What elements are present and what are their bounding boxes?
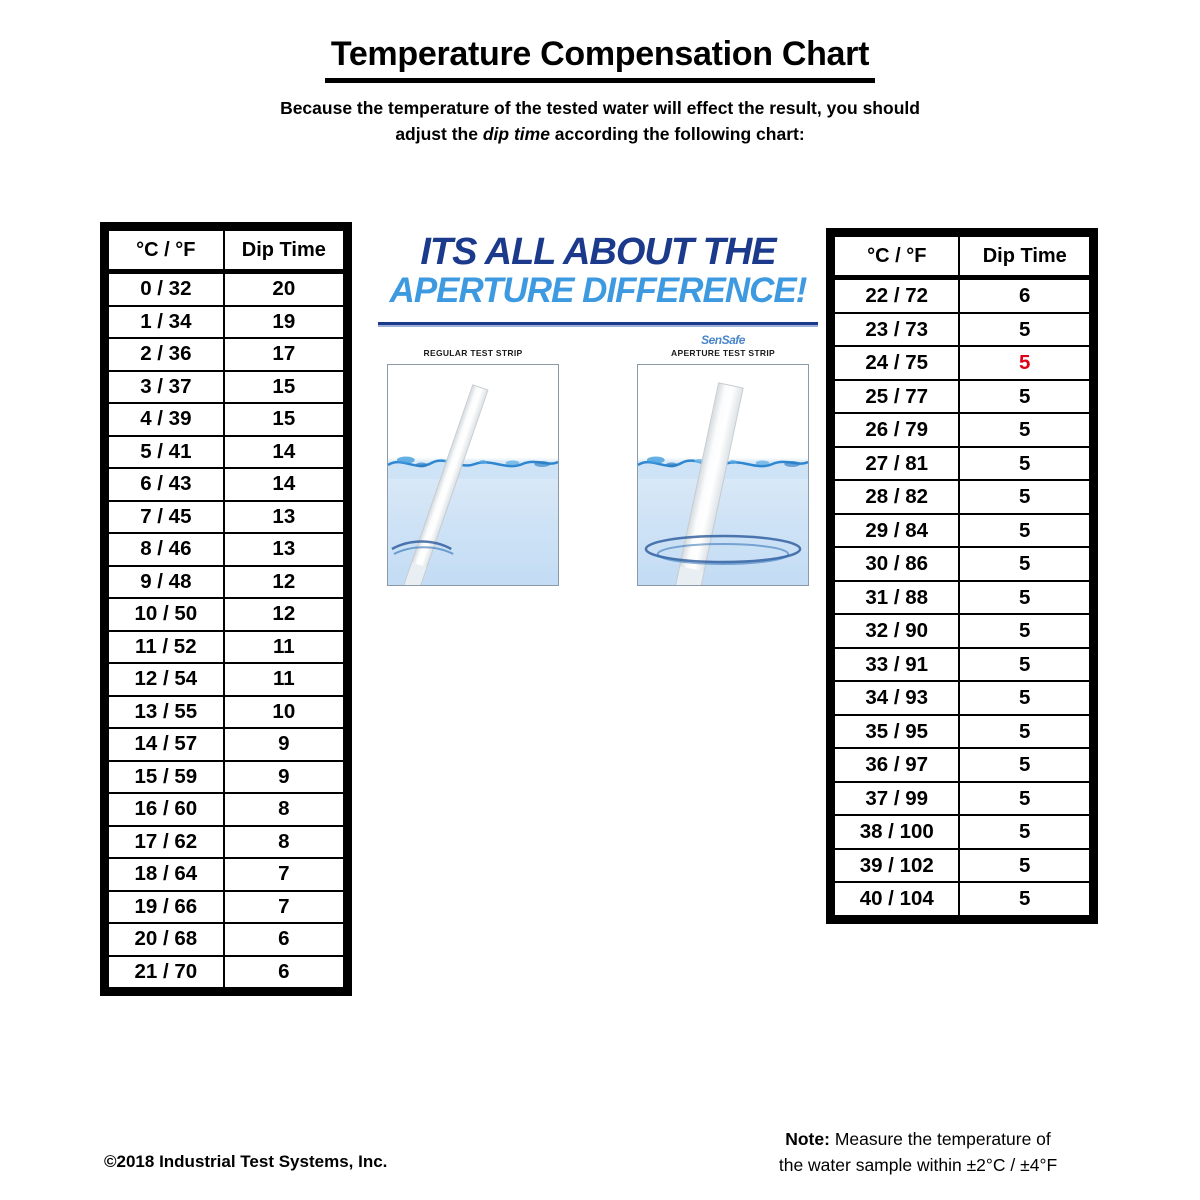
table-row <box>108 468 344 501</box>
cell-dip-time: 12 <box>224 566 344 599</box>
cell-dip-time: 5 <box>959 380 1090 414</box>
panel-logo-sensafe: SenSafe <box>701 333 745 347</box>
table-row <box>834 782 1090 816</box>
cell-dip-time: 9 <box>224 761 344 794</box>
note-line2: the water sample within ±2°C / ±4°F <box>778 1155 1058 1175</box>
temperature-table-left <box>100 222 352 996</box>
cell-dip-time: 6 <box>959 278 1090 313</box>
cell-temperature: 36 / 97 <box>834 748 959 782</box>
table-row <box>834 614 1090 648</box>
cell-temperature: 30 / 86 <box>834 547 959 581</box>
cell-temperature: 11 / 52 <box>108 631 224 664</box>
cell-dip-time: 8 <box>224 826 344 859</box>
cell-dip-time: 5 <box>959 681 1090 715</box>
cell-temperature: 27 / 81 <box>834 447 959 481</box>
cell-temperature: 23 / 73 <box>834 313 959 347</box>
cell-temperature: 8 / 46 <box>108 533 224 566</box>
cell-temperature: 17 / 62 <box>108 826 224 859</box>
cell-temperature: 16 / 60 <box>108 793 224 826</box>
cell-dip-time: 14 <box>224 436 344 469</box>
cell-temperature: 12 / 54 <box>108 663 224 696</box>
cell-temperature: 28 / 82 <box>834 480 959 514</box>
promo-panels <box>378 333 818 586</box>
cell-dip-time: 13 <box>224 533 344 566</box>
cell-temperature: 24 / 75 <box>834 346 959 380</box>
table-row <box>108 566 344 599</box>
cell-dip-time: 5 <box>959 581 1090 615</box>
table-row <box>834 815 1090 849</box>
cell-temperature: 19 / 66 <box>108 891 224 924</box>
cell-temperature: 6 / 43 <box>108 468 224 501</box>
panel-regular-test-strip <box>378 333 568 586</box>
table-row <box>108 891 344 924</box>
table-row <box>108 826 344 859</box>
cell-temperature: 26 / 79 <box>834 413 959 447</box>
table-row <box>834 748 1090 782</box>
cell-temperature: 0 / 32 <box>108 272 224 306</box>
cell-dip-time: 5 <box>959 413 1090 447</box>
cell-temperature: 25 / 77 <box>834 380 959 414</box>
table-row <box>108 728 344 761</box>
cell-temperature: 38 / 100 <box>834 815 959 849</box>
cell-dip-time: 8 <box>224 793 344 826</box>
cell-temperature: 4 / 39 <box>108 403 224 436</box>
table-row <box>108 436 344 469</box>
cell-temperature: 21 / 70 <box>108 956 224 989</box>
table-row <box>108 272 344 306</box>
table-row <box>108 533 344 566</box>
cell-dip-time: 6 <box>224 923 344 956</box>
cell-dip-time: 17 <box>224 338 344 371</box>
table-row <box>834 514 1090 548</box>
cell-dip-time: 5 <box>959 547 1090 581</box>
table-row <box>834 581 1090 615</box>
note-line1: Measure the temperature of <box>829 1129 1051 1149</box>
table-row <box>108 338 344 371</box>
table-right-head <box>834 236 1090 278</box>
cell-dip-time: 20 <box>224 272 344 306</box>
water-surface-icon <box>388 453 558 479</box>
panel-image-regular <box>387 364 559 586</box>
cell-dip-time: 5 <box>959 782 1090 816</box>
table-row <box>108 501 344 534</box>
note-block <box>732 1126 1104 1178</box>
water-ripple-icon <box>638 523 808 569</box>
cell-temperature: 2 / 36 <box>108 338 224 371</box>
cell-temperature: 3 / 37 <box>108 371 224 404</box>
cell-dip-time: 11 <box>224 631 344 664</box>
table-row <box>108 631 344 664</box>
cell-dip-time: 5 <box>959 715 1090 749</box>
table-row <box>108 956 344 989</box>
promo-divider <box>378 322 818 327</box>
cell-dip-time: 7 <box>224 891 344 924</box>
cell-temperature: 13 / 55 <box>108 696 224 729</box>
cell-dip-time: 5 <box>959 849 1090 883</box>
cell-temperature: 34 / 93 <box>834 681 959 715</box>
water-ripple-icon <box>388 523 558 563</box>
table-row <box>834 882 1090 916</box>
column-header-temperature: °C / °F <box>834 236 959 278</box>
cell-temperature: 29 / 84 <box>834 514 959 548</box>
cell-dip-time: 6 <box>224 956 344 989</box>
subtitle <box>270 95 930 147</box>
cell-temperature: 10 / 50 <box>108 598 224 631</box>
promo-headline-line1: ITS ALL ABOUT THE <box>420 231 776 273</box>
table-row <box>108 371 344 404</box>
table-row <box>834 547 1090 581</box>
cell-temperature: 40 / 104 <box>834 882 959 916</box>
strip-reagent-pad <box>675 566 704 586</box>
table-row <box>108 403 344 436</box>
cell-dip-time: 5 <box>959 514 1090 548</box>
cell-dip-time: 12 <box>224 598 344 631</box>
cell-dip-time: 5 <box>959 480 1090 514</box>
cell-dip-time: 5 <box>959 447 1090 481</box>
strip-reagent-pad <box>404 562 427 586</box>
table-row <box>108 598 344 631</box>
panel-aperture-test-strip <box>628 333 818 586</box>
note-label: Note: <box>785 1129 830 1149</box>
cell-dip-time: 5 <box>959 614 1090 648</box>
table-right-grid <box>833 235 1091 917</box>
cell-dip-time: 5 <box>959 748 1090 782</box>
table-right-body <box>834 278 1090 916</box>
table-row <box>834 648 1090 682</box>
cell-temperature: 39 / 102 <box>834 849 959 883</box>
table-row <box>108 663 344 696</box>
cell-dip-time-highlighted: 5 <box>959 346 1090 380</box>
cell-dip-time: 5 <box>959 313 1090 347</box>
cell-dip-time: 7 <box>224 858 344 891</box>
cell-dip-time: 10 <box>224 696 344 729</box>
temperature-table-right <box>826 228 1098 924</box>
cell-temperature: 20 / 68 <box>108 923 224 956</box>
table-row <box>834 849 1090 883</box>
subtitle-emphasis-dip-time: dip time <box>482 124 550 144</box>
table-row <box>108 923 344 956</box>
cell-dip-time: 5 <box>959 648 1090 682</box>
cell-dip-time: 11 <box>224 663 344 696</box>
cell-temperature: 35 / 95 <box>834 715 959 749</box>
table-header-row <box>108 230 344 272</box>
cell-temperature: 32 / 90 <box>834 614 959 648</box>
table-row <box>834 480 1090 514</box>
promo-block <box>378 232 818 586</box>
promo-headline-line2: APERTURE DIFFERENCE! <box>389 271 807 310</box>
table-row <box>834 715 1090 749</box>
table-row <box>108 761 344 794</box>
cell-temperature: 37 / 99 <box>834 782 959 816</box>
cell-dip-time: 15 <box>224 403 344 436</box>
table-row <box>834 447 1090 481</box>
subtitle-text-before: Because the temperature of the tested water will effect the result, you should adjust the <box>280 98 920 144</box>
panel-caption-aperture: APERTURE TEST STRIP <box>671 348 775 358</box>
cell-temperature: 14 / 57 <box>108 728 224 761</box>
table-left-head <box>108 230 344 272</box>
cell-temperature: 22 / 72 <box>834 278 959 313</box>
cell-temperature: 7 / 45 <box>108 501 224 534</box>
panel-image-aperture <box>637 364 809 586</box>
table-row <box>108 793 344 826</box>
cell-temperature: 18 / 64 <box>108 858 224 891</box>
cell-dip-time: 5 <box>959 815 1090 849</box>
column-header-temperature: °C / °F <box>108 230 224 272</box>
table-row <box>834 681 1090 715</box>
cell-temperature: 1 / 34 <box>108 306 224 339</box>
cell-temperature: 31 / 88 <box>834 581 959 615</box>
cell-temperature: 5 / 41 <box>108 436 224 469</box>
table-row <box>834 380 1090 414</box>
cell-dip-time: 9 <box>224 728 344 761</box>
cell-dip-time: 15 <box>224 371 344 404</box>
cell-dip-time: 14 <box>224 468 344 501</box>
table-left-body <box>108 272 344 989</box>
column-header-dip-time: Dip Time <box>224 230 344 272</box>
page-title: Temperature Compensation Chart <box>325 34 875 83</box>
table-row <box>108 306 344 339</box>
table-row <box>834 313 1090 347</box>
cell-temperature: 15 / 59 <box>108 761 224 794</box>
subtitle-text-after: according the following chart: <box>549 124 805 144</box>
panel-caption-regular: REGULAR TEST STRIP <box>423 348 523 358</box>
table-row <box>108 858 344 891</box>
table-header-row <box>834 236 1090 278</box>
cell-dip-time: 19 <box>224 306 344 339</box>
column-header-dip-time: Dip Time <box>959 236 1090 278</box>
cell-dip-time: 5 <box>959 882 1090 916</box>
cell-temperature: 33 / 91 <box>834 648 959 682</box>
table-row <box>834 346 1090 380</box>
table-row <box>834 278 1090 313</box>
panel-logo-regular <box>378 333 568 347</box>
cell-dip-time: 13 <box>224 501 344 534</box>
header <box>0 34 1200 147</box>
table-left-grid <box>107 229 345 989</box>
copyright-text: ©2018 Industrial Test Systems, Inc. <box>104 1152 388 1171</box>
cell-temperature: 9 / 48 <box>108 566 224 599</box>
table-row <box>108 696 344 729</box>
table-row <box>834 413 1090 447</box>
